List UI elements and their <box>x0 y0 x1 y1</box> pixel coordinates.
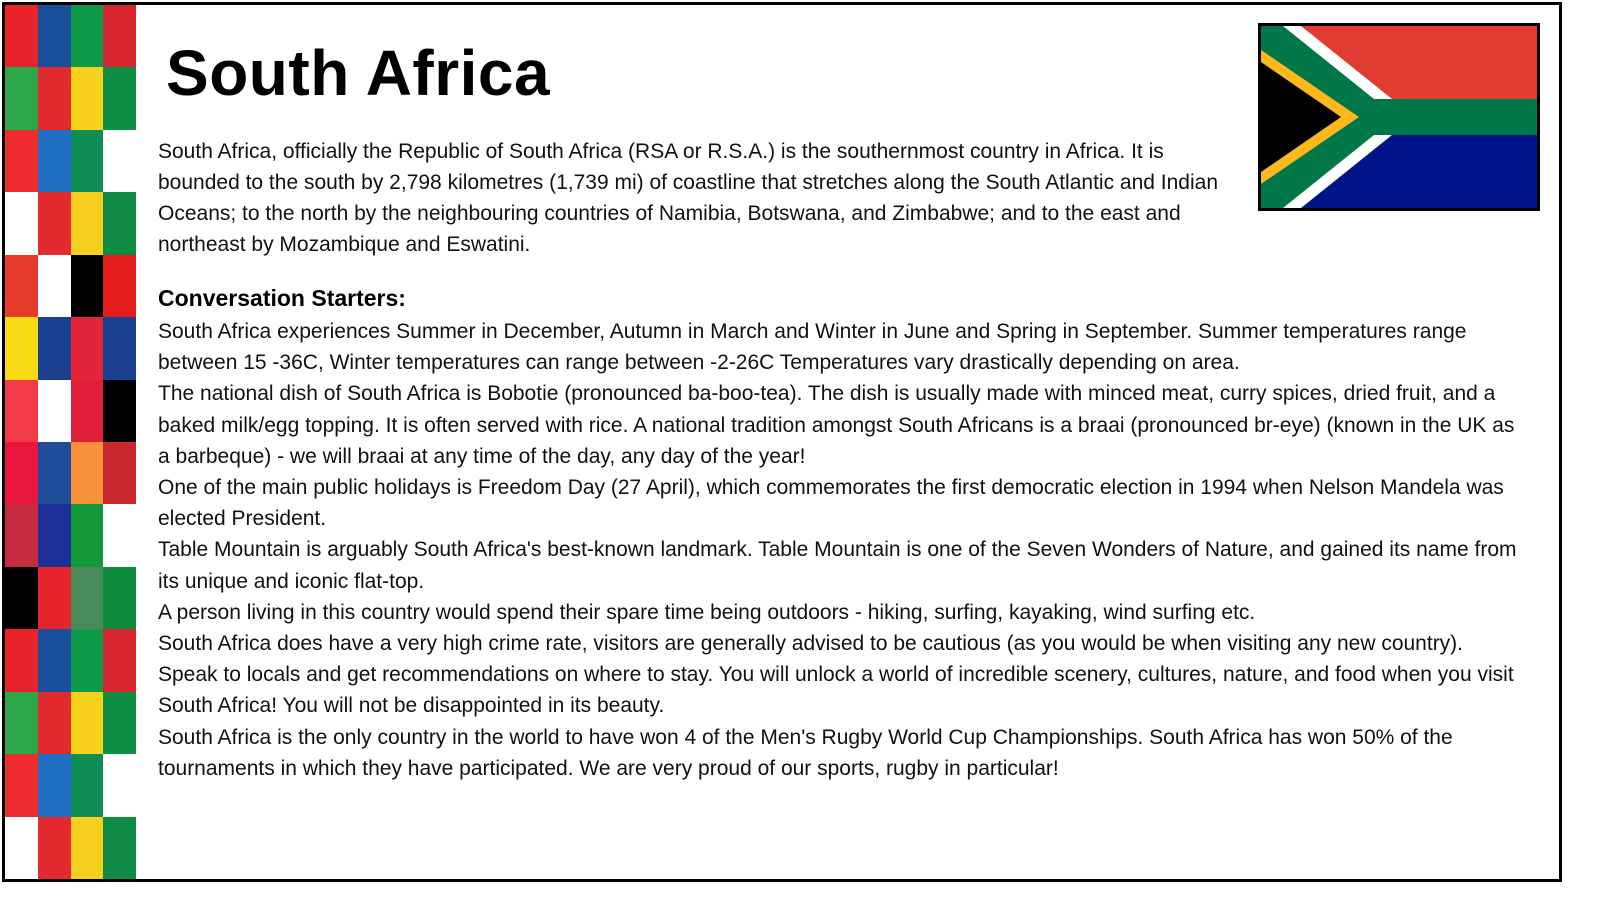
mosaic-tile <box>38 692 71 754</box>
mosaic-tile <box>5 817 38 879</box>
mosaic-tile <box>38 442 71 504</box>
mosaic-tile <box>38 629 71 691</box>
mosaic-tile <box>103 192 136 254</box>
mosaic-tile <box>5 629 38 691</box>
mosaic-tile <box>5 504 38 566</box>
mosaic-tile <box>71 629 104 691</box>
mosaic-tile <box>38 504 71 566</box>
paragraph-spare-time: A person living in this country would spend their spare time being outdoors - hiking, surfing, kayaking, wind surfing etc. <box>158 600 1256 624</box>
mosaic-tile <box>103 504 136 566</box>
mosaic-tile <box>5 317 38 379</box>
mosaic-tile <box>103 442 136 504</box>
color-mosaic-border <box>5 5 136 879</box>
mosaic-tile <box>38 192 71 254</box>
mosaic-tile <box>71 442 104 504</box>
mosaic-tile <box>71 504 104 566</box>
mosaic-tile <box>38 130 71 192</box>
mosaic-tile <box>5 442 38 504</box>
mosaic-tile <box>38 67 71 129</box>
paragraph-national-dish: The national dish of South Africa is Bobotie (pronounced ba-boo-tea). The dish is usually made with minced meat, curry spices, dried fruit, and a baked milk/egg topping. It is often served with rice. A national tradition amongst South Africans is a braai (pronounced br-eye) (known in the UK as a barbeque) - we will braai at any time of the day, any day of the year! <box>158 382 1515 468</box>
mosaic-tile <box>103 629 136 691</box>
mosaic-tile <box>103 5 136 67</box>
mosaic-tile <box>103 754 136 816</box>
mosaic-tile <box>71 255 104 317</box>
paragraph-safety: South Africa does have a very high crime rate, visitors are generally advised to be cautious (as you would be when visiting any new country). Speak to locals and get recommendations on where to stay. You will unlock a world of incredible scenery, cultures, nature, and food when you visit South Africa! You will not be disappointed in its beauty. <box>158 632 1514 718</box>
intro-paragraph: South Africa, officially the Republic of South Africa (RSA or R.S.A.) is the southernmost country in Africa. It is bounded to the south by 2,798 kilometres (1,739 mi) of coastline that stretches along the South Atlantic and Indian Oceans; to the north by the neighbouring countries of Namibia, Botswana, and Zimbabwe; and to the east and northeast by Mozambique and Eswatini. <box>158 140 1219 256</box>
mosaic-tile <box>71 380 104 442</box>
mosaic-tile <box>5 754 38 816</box>
mosaic-tile <box>38 817 71 879</box>
paragraph-seasons: South Africa experiences Summer in December, Autumn in March and Winter in June and Spring in September. Summer temperatures range between 15 -36C, Winter temperatures can range between -2-26C Temperatures vary drastically depending on area. <box>158 320 1467 375</box>
mosaic-tile <box>103 317 136 379</box>
mosaic-tile <box>71 692 104 754</box>
mosaic-tile <box>5 692 38 754</box>
mosaic-tile <box>71 67 104 129</box>
mosaic-tile <box>38 255 71 317</box>
mosaic-tile <box>38 380 71 442</box>
mosaic-tile <box>5 380 38 442</box>
page-title: South Africa <box>166 37 551 109</box>
mosaic-tile <box>71 754 104 816</box>
mosaic-tile <box>5 567 38 629</box>
paragraph-rugby: South Africa is the only country in the world to have won 4 of the Men's Rugby World Cup Championships. South Africa has won 50% of the tournaments in which they have participated. We are very proud of our sports, rugby in particular! <box>158 725 1453 780</box>
mosaic-tile <box>103 67 136 129</box>
mosaic-tile <box>103 817 136 879</box>
mosaic-tile <box>5 130 38 192</box>
mosaic-tile <box>71 567 104 629</box>
mosaic-tile <box>5 192 38 254</box>
mosaic-tile <box>103 567 136 629</box>
mosaic-tile <box>38 317 71 379</box>
conversation-starters-heading: Conversation Starters: <box>158 285 406 311</box>
mosaic-tile <box>71 817 104 879</box>
mosaic-tile <box>71 5 104 67</box>
south-africa-flag <box>1258 23 1540 211</box>
mosaic-tile <box>5 67 38 129</box>
mosaic-tile <box>71 317 104 379</box>
mosaic-tile <box>38 754 71 816</box>
mosaic-tile <box>103 380 136 442</box>
mosaic-tile <box>5 5 38 67</box>
paragraph-public-holidays: One of the main public holidays is Freedom Day (27 April), which commemorates the first democratic election in 1994 when Nelson Mandela was elected President. <box>158 476 1504 531</box>
mosaic-tile <box>71 130 104 192</box>
paragraph-table-mountain: Table Mountain is arguably South Africa's best-known landmark. Table Mountain is one of the Seven Wonders of Nature, and gained its name from its unique and iconic flat-top. <box>158 538 1517 593</box>
mosaic-tile <box>5 255 38 317</box>
mosaic-tile <box>103 255 136 317</box>
mosaic-tile <box>38 5 71 67</box>
mosaic-tile <box>38 567 71 629</box>
mosaic-tile <box>71 192 104 254</box>
mosaic-tile <box>103 130 136 192</box>
mosaic-tile <box>103 692 136 754</box>
conversation-starters-body <box>158 316 1528 784</box>
